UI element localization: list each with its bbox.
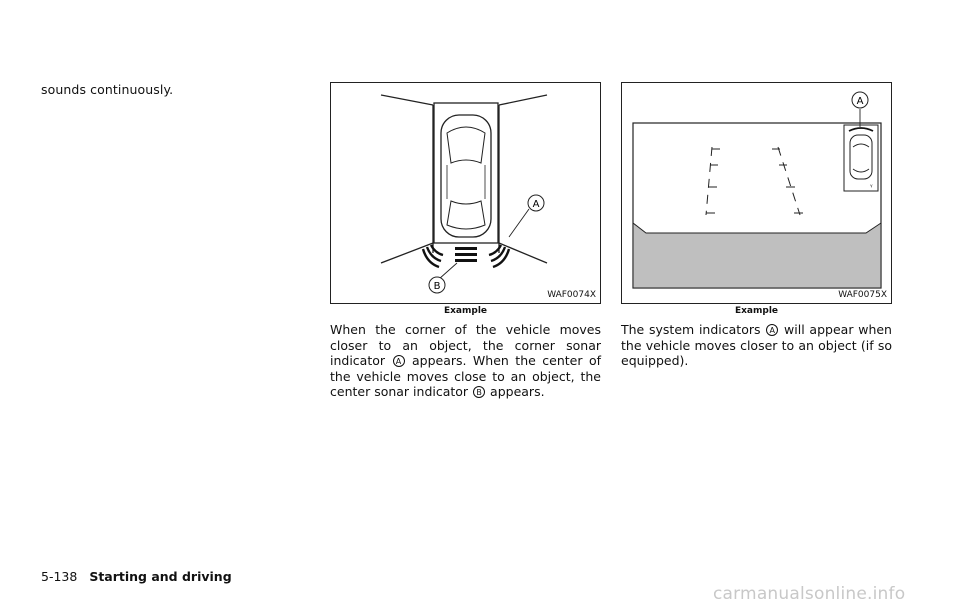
callout-a: A xyxy=(532,199,540,210)
paragraph-system-indicators xyxy=(621,322,892,369)
watermark: carmanualsonline.info xyxy=(713,584,906,604)
section-title: Starting and driving xyxy=(89,569,232,584)
page-footer xyxy=(41,569,232,584)
intro-text: sounds continuously. xyxy=(41,82,174,97)
figure-camera-view xyxy=(621,82,892,304)
paragraph-text: will appear when the vehicle moves closer to an object (if so equipped). xyxy=(621,322,892,369)
svg-text:ᵞ: ᵞ xyxy=(870,183,873,191)
indicator-a-symbol: A xyxy=(393,355,405,367)
indicator-b-symbol: B xyxy=(473,386,485,398)
paragraph-text: appears. When the center of the vehicle moves close to an object, the center sonar indicator xyxy=(330,353,601,400)
figure-caption: Example xyxy=(443,306,488,316)
paragraph-text: The system indicators xyxy=(621,322,761,337)
paragraph-corner-sonar xyxy=(330,322,601,400)
figure-code: WAF0074X xyxy=(547,290,596,300)
camera-view-illustration xyxy=(622,83,891,303)
sonar-top-view-illustration xyxy=(331,83,600,303)
figure-caption: Example xyxy=(734,306,779,316)
figure-sonar-top-view xyxy=(330,82,601,304)
callout-a: A xyxy=(856,96,864,107)
page-number: 5-138 xyxy=(41,569,78,584)
figure-code: WAF0075X xyxy=(838,290,887,300)
paragraph-text: When the corner of the vehicle moves closer to an object, the corner sonar indicator xyxy=(330,322,601,369)
paragraph-text: appears. xyxy=(490,384,545,400)
indicator-a-symbol: A xyxy=(766,324,778,336)
callout-b: B xyxy=(433,281,441,292)
